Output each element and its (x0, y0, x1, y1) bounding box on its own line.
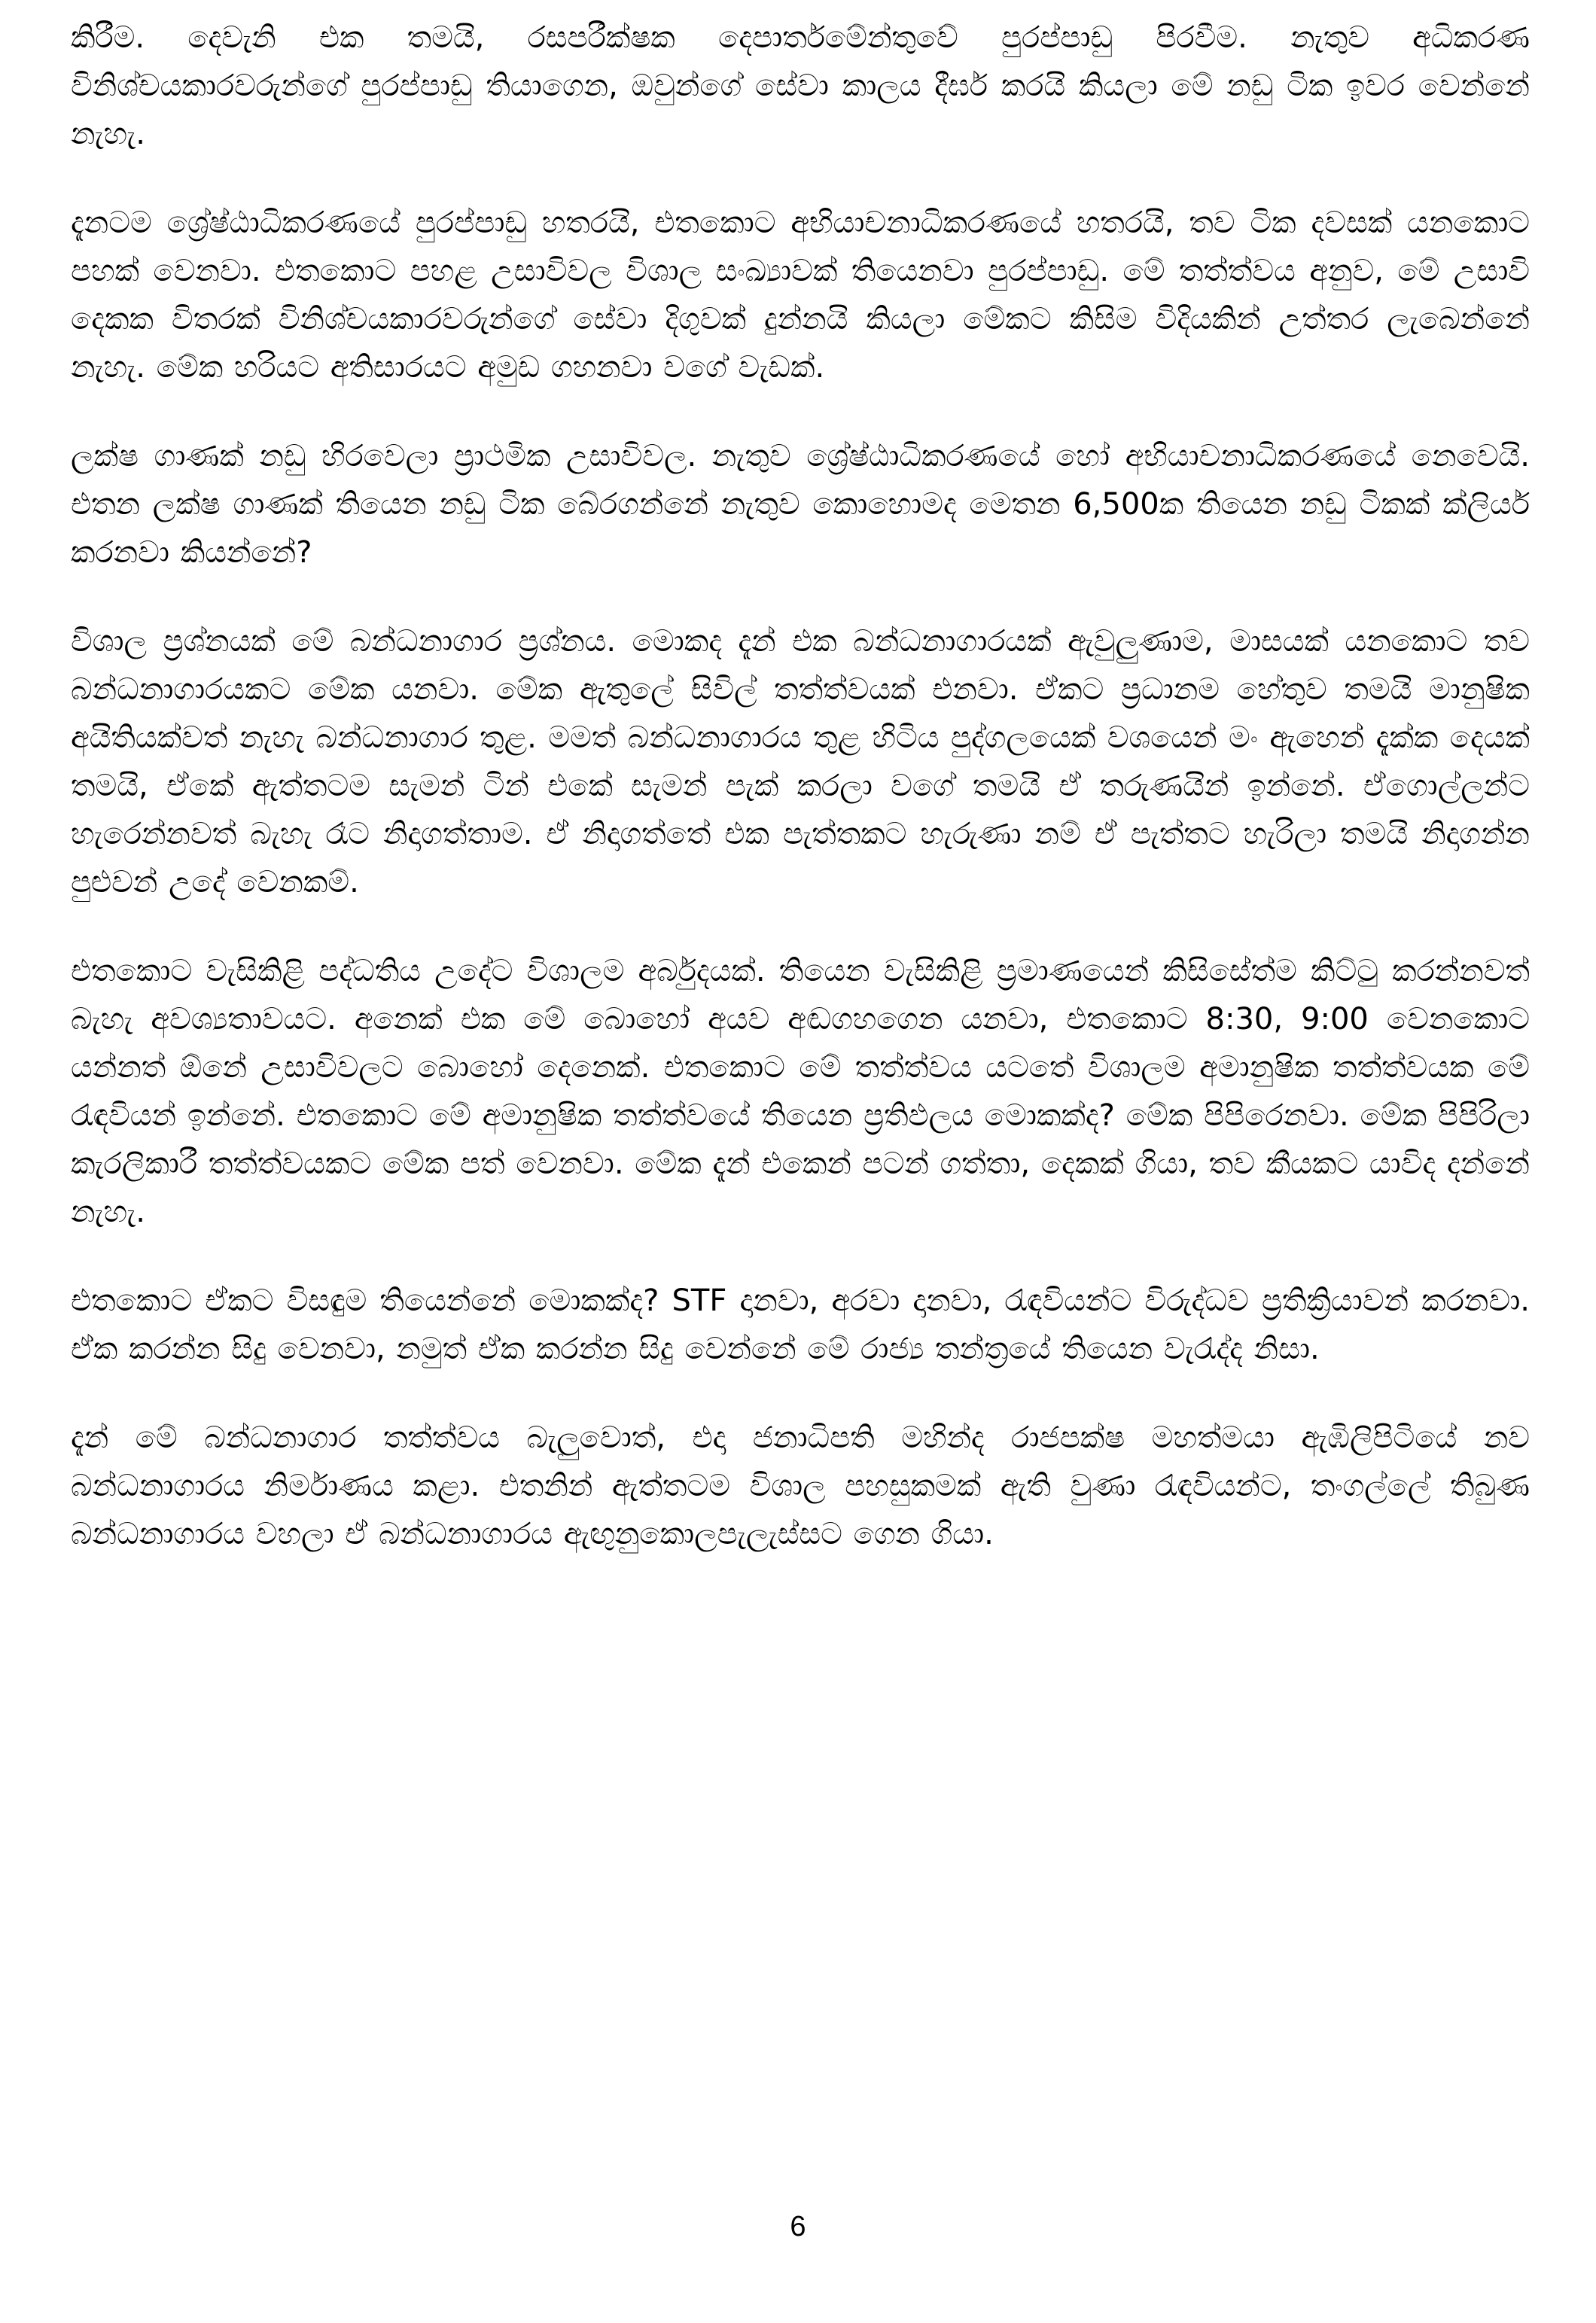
paragraph-2: දැනටම ශ්‍රේෂ්ඨාධිකරණයේ පුරප්පාඩු හතරයි, එතකොට අභියාචනාධිකරණයේ හතරයි, තව ටික දවසක් යනකොට පහක් වෙනවා. එතකොට පහළ උසාවිවල විශාල සංඛ්‍යාවක් තියෙනවා පුරප්පාඩු. මේ තත්ත්වය අනුව, මේ උසාවි දෙකක විතරක් විනිශ්චයකාරවරුන්ගේ සේවා දිගුවක් දුන්නයි කියලා මේකට කිසිම විදියකින් උත්තර ලැබෙන්නේ නැහැ. මේක හරියට අතිසාරයට අමුඩ ගහනවා වගේ වැඩක්. (71, 206, 1530, 385)
paragraph-1: කිරීම. දෙවැනි එක තමයි, රසපරීක්ෂක දෙපාර්තමේන්තුවේ පුරප්පාඩු පිරවීම. නැතුව අධිකරණ විනිශ්චයකාරවරුන්ගේ පුරප්පාඩු තියාගෙන, ඔවුන්ගේ සේවා කාලය දීර්ඝ කරයි කියලා මේ නඩු ටික ඉවර වෙන්නේ නැහැ. (71, 20, 1530, 151)
page-number: 6 (790, 2211, 806, 2242)
paragraph-3: ලක්ෂ ගාණක් නඩු හිරවෙලා ප්‍රාථමික උසාවිවල. නැතුව ශ්‍රේෂ්ඨාධිකරණයේ හෝ අභියාචනාධිකරණයේ නෙවෙයි. එතන ලක්ෂ ගාණක් තියෙන නඩු ටික බේරගන්නේ නැතුව කොහොමද මෙතන 6,500ක තියෙන නඩු ටිකක් ක්ලියර් කරනවා කියන්නේ? (71, 439, 1530, 570)
paragraph-4: විශාල ප්‍රශ්නයක් මේ බන්ධනාගාර ප්‍රශ්නය. මොකද දැන් එක බන්ධනාගාරයක් ඇවුලුණාම, මාසයක් යනකොට තව බන්ධනාගාරයකට මේක යනවා. මේක ඇතුලේ සිවිල් තත්ත්වයක් එනවා. ඒකට ප්‍රධානම හේතුව තමයි මානුෂික අයිතියක්වත් නැහැ බන්ධනාගාර තුළ. මමත් බන්ධනාගාරය තුළ හිටිය පුද්ගලයෙක් වශයෙන් මං ඇහෙන් දැක්ක දෙයක් තමයි, ඒකේ ඇත්තටම සැමන් ටින් එකේ සැමන් පැක් කරලා වගේ තමයි ඒ තරුණයින් ඉන්නේ. ඒගොල්ලන්ට හැරෙන්නවත් බැහැ රෑට නිදාගත්තාම. ඒ නිදාගත්තේ එක පැත්තකට හැරුණා නම් ඒ පැත්තට හැරිලා තමයි නිදාගන්න පුළුවන් උදේ වෙනකම්. (71, 624, 1530, 900)
paragraph-7: දැන් මේ බන්ධනාගාර තත්ත්වය බැලුවොත්, එදා ජනාධිපති මහින්ද රාජපක්ෂ මහත්මයා ඇඹිලිපිටියේ නව බන්ධනාගාරය නිර්මාණය කළා. එතනින් ඇත්තටම විශාල පහසුකමක් ඇති වුණා රැඳවියන්ට, තංගල්ලේ තිබුණ බන්ධනාගාරය වහලා ඒ බන්ධනාගාරය ඇඟුනුකොලපැලැස්සට ගෙන ගියා. (71, 1420, 1530, 1551)
paragraph-5: එතකොට වැසිකිළි පද්ධතිය උදේට විශාලම අර්බුදයක්. තියෙන වැසිකිළි ප්‍රමාණයෙන් කිසිසේත්ම කිට්ටු කරන්නවත් බැහැ අවශ්‍යතාවයට. අනෙක් එක මේ බොහෝ අයව අඬගහගෙන යනවා, එතකොට 8:30, 9:00 වෙනකොට යන්නත් ඕනේ උසාවිවලට බොහෝ දෙනෙක්. එතකොට මේ තත්ත්වය යටතේ විශාලම අමානුෂික තත්ත්වයක මේ රැඳවියන් ඉන්නේ. එතකොට මේ අමානුෂික තත්ත්වයේ තියෙන ප්‍රතිඵලය මොකක්ද? මේක පිපිරෙනවා. මේක පිපිරිලා කැරලිකාරී තත්ත්වයකට මේක පත් වෙනවා. මේක දැන් එකෙන් පටන් ගත්තා, දෙකක් ගියා, තව කීයකට යාවිද දන්නේ නැහැ. (71, 954, 1530, 1229)
paragraph-6: එතකොට ඒකට විසඳුම තියෙන්නේ මොකක්ද? STF දානවා, අරවා දානවා, රැඳවියන්ට විරුද්ධව ප්‍රතික්‍රියාවන් කරනවා. ඒක කරන්න සිදු වෙනවා, නමුත් ඒක කරන්න සිදු වෙන්නේ මේ රාජ්‍ය තන්ත්‍රයේ තියෙන වැරැද්ද නිසා. (71, 1283, 1530, 1366)
document-body (71, 14, 1530, 1599)
